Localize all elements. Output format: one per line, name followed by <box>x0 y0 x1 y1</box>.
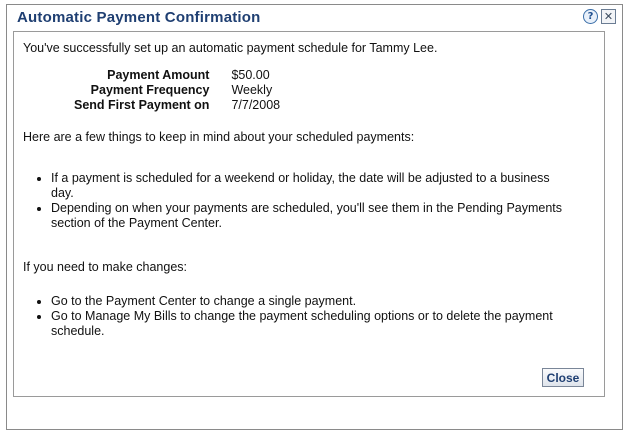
first-payment-label: Send First Payment on <box>74 98 210 112</box>
dialog-title: Automatic Payment Confirmation <box>17 9 261 26</box>
payment-amount-value: $50.00 <box>231 68 270 82</box>
payment-summary <box>74 68 280 113</box>
close-button[interactable]: Close <box>542 368 584 387</box>
payment-frequency-value: Weekly <box>231 83 273 97</box>
keep-in-mind-list <box>23 171 571 231</box>
list-item: • Go to Manage My Bills to change the payment scheduling options or to delete the payment schedule. <box>51 309 571 339</box>
payment-frequency-label: Payment Frequency <box>90 83 210 97</box>
confirmation-dialog <box>6 4 623 430</box>
dialog-body <box>13 31 605 397</box>
list-item: • Depending on when your payments are scheduled, you'll see them in the Pending Payments section of the Payment Center. <box>51 201 571 231</box>
list-item: • Go to the Payment Center to change a single payment. <box>51 294 571 309</box>
close-icon[interactable]: ✕ <box>601 9 616 24</box>
keep-in-mind-text: Here are a few things to keep in mind about your scheduled payments: <box>23 130 415 144</box>
list-item: • If a payment is scheduled for a weekend or holiday, the date will be adjusted to a business day. <box>51 171 571 201</box>
changes-list <box>23 294 571 339</box>
dialog-titlebar <box>7 5 622 29</box>
first-payment-value: 7/7/2008 <box>231 98 281 112</box>
help-icon[interactable]: ? <box>583 9 598 24</box>
summary-row <box>74 83 280 98</box>
intro-text: You've successfully set up an automatic payment schedule for Tammy Lee. <box>23 41 438 55</box>
summary-row <box>74 68 280 83</box>
summary-row <box>74 98 280 113</box>
payment-amount-label: Payment Amount <box>107 68 210 82</box>
changes-intro-text: If you need to make changes: <box>23 260 187 274</box>
